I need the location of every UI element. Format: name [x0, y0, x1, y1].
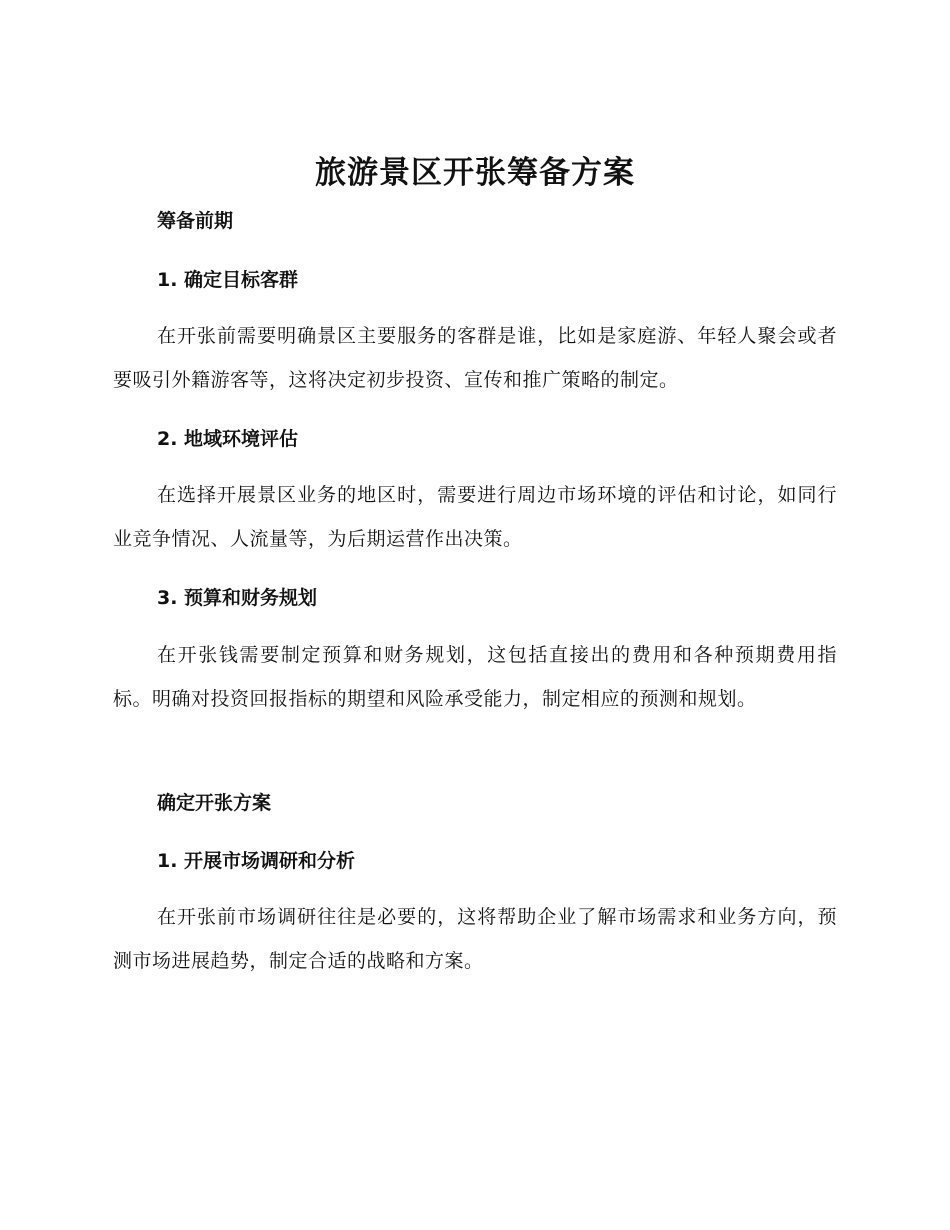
item-heading-market-research: 1. 开展市场调研和分析 — [157, 850, 356, 872]
item-heading-target-customers: 1. 确定目标客群 — [157, 269, 299, 291]
document-title: 旅游景区开张筹备方案 — [315, 155, 635, 191]
section-heading-opening-plan: 确定开张方案 — [157, 792, 272, 814]
paragraph-target-customers: 在开张前需要明确景区主要服务的客群是谁，比如是家庭游、年轻人聚会或者要吸引外籍游客等，这将决定初步投资、宣传和推广策略的制定。 — [113, 325, 837, 391]
item-heading-budget-planning: 3. 预算和财务规划 — [157, 587, 318, 609]
section-heading-preparation: 筹备前期 — [157, 210, 234, 232]
item-heading-environment-assessment: 2. 地域环境评估 — [157, 428, 299, 450]
paragraph-environment-assessment: 在选择开展景区业务的地区时，需要进行周边市场环境的评估和讨论，如同行业竞争情况、人流量等，为后期运营作出决策。 — [113, 484, 837, 550]
paragraph-budget-planning: 在开张钱需要制定预算和财务规划，这包括直接出的费用和各种预期费用指标。明确对投资回报指标的期望和风险承受能力，制定相应的预测和规划。 — [113, 644, 837, 710]
paragraph-market-research: 在开张前市场调研往往是必要的，这将帮助企业了解市场需求和业务方向，预测市场进展趋势，制定合适的战略和方案。 — [113, 906, 837, 972]
